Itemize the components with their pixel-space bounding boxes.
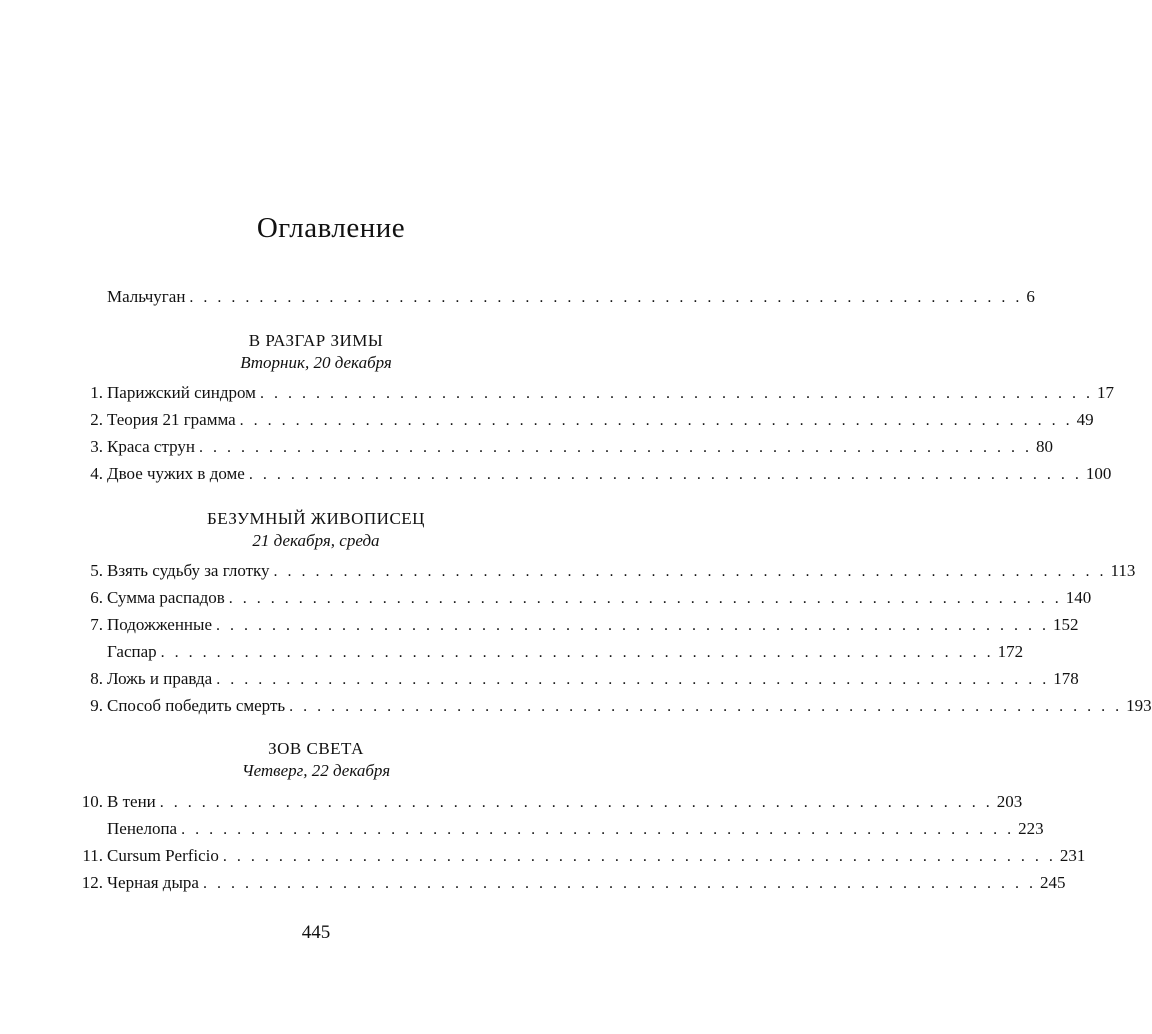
dot-leader: . . . . . . . . . . . . . . . . . . . . . . . . . . . . . . . . . . . . . . . . . . . . . . . . . . . . . . . . . . . . xyxy=(181,821,1015,838)
toc-entry[interactable] xyxy=(107,641,1024,663)
entry-number: 11. xyxy=(82,846,103,865)
dot-leader: . . . . . . . . . . . . . . . . . . . . . . . . . . . . . . . . . . . . . . . . . . . . . . . . . . . . . . . . . . . . xyxy=(259,385,1093,402)
entry-page: 49 xyxy=(1076,410,1094,429)
entry-page: 231 xyxy=(1059,846,1086,865)
toc-entry-prologue[interactable] xyxy=(107,286,1035,308)
toc-entry[interactable] xyxy=(90,614,1079,636)
dot-leader: . . . . . . . . . . . . . . . . . . . . . . . . . . . . . . . . . . . . . . . . . . . . . . . . . . . . . . . . . . . . xyxy=(202,875,1036,892)
entry-label: Теория 21 грамма xyxy=(107,410,236,429)
entry-label: Сумма распадов xyxy=(107,588,225,607)
dot-leader: . . . . . . . . . . . . . . . . . . . . . . . . . . . . . . . . . . . . . . . . . . . . . . . . . . . . . . . . . . . . xyxy=(248,466,1082,483)
entry-label: Черная дыра xyxy=(107,873,199,892)
dot-leader: . . . . . . . . . . . . . . . . . . . . . . . . . . . . . . . . . . . . . . . . . . . . . . . . . . . . . . . . . . . . xyxy=(199,439,1032,456)
toc-entry[interactable] xyxy=(82,845,1086,867)
entry-label: Ложь и правда xyxy=(107,669,213,688)
dot-leader: . . . . . . . . . . . . . . . . . . . . . . . . . . . . . . . . . . . . . . . . . . . . . . . . . . . . . . . . . . . . xyxy=(239,412,1073,429)
entry-label: Парижский синдром xyxy=(107,383,256,402)
entry-number: 5. xyxy=(90,561,103,580)
entry-label: Мальчуган xyxy=(107,287,186,306)
entry-number: 3. xyxy=(90,437,103,456)
entry-label: Пенелопа xyxy=(107,819,178,838)
entry-number: 2. xyxy=(90,410,103,429)
page-title: Оглавление xyxy=(256,212,406,244)
toc-entry[interactable] xyxy=(90,409,1094,431)
entry-number: 7. xyxy=(90,615,103,634)
entry-label: Взять судьбу за глотку xyxy=(107,561,270,580)
dot-leader: . . . . . . . . . . . . . . . . . . . . . . . . . . . . . . . . . . . . . . . . . . . . . . . . . . . . . . . . . . . . xyxy=(216,617,1049,634)
part-heading-2 xyxy=(0,508,632,552)
toc-entry[interactable] xyxy=(81,791,1023,813)
entry-label: Cursum Perficio xyxy=(107,846,219,865)
toc-entry[interactable] xyxy=(90,695,1152,717)
entry-label: В тени xyxy=(107,792,156,811)
dot-leader: . . . . . . . . . . . . . . . . . . . . . . . . . . . . . . . . . . . . . . . . . . . . . . . . . . . . . . . . . . . . xyxy=(216,671,1050,688)
part-name: ЗОВ СВЕТА xyxy=(268,739,364,758)
entry-number: 1. xyxy=(90,383,103,402)
entry-label: Двое чужих в доме xyxy=(107,464,245,483)
dot-leader: . . . . . . . . . . . . . . . . . . . . . . . . . . . . . . . . . . . . . . . . . . . . . . . . . . . . . . . . . . . . xyxy=(160,644,994,661)
entry-number: 6. xyxy=(90,588,103,607)
entry-page: 6 xyxy=(1026,287,1035,306)
part-date: Вторник, 20 декабря xyxy=(240,353,392,372)
toc-entry[interactable] xyxy=(90,587,1092,609)
dot-leader: . . . . . . . . . . . . . . . . . . . . . . . . . . . . . . . . . . . . . . . . . . . . . . . . . . . . . . . . . . . . xyxy=(222,848,1056,865)
dot-leader: . . . . . . . . . . . . . . . . . . . . . . . . . . . . . . . . . . . . . . . . . . . . . . . . . . . . . . . . . . . . xyxy=(273,563,1107,580)
entry-number: 10. xyxy=(81,792,103,811)
entry-page: 172 xyxy=(997,642,1024,661)
toc-entry[interactable] xyxy=(107,818,1044,840)
dot-leader: . . . . . . . . . . . . . . . . . . . . . . . . . . . . . . . . . . . . . . . . . . . . . . . . . . . . . . . . . . . . xyxy=(189,289,1023,306)
toc-entry[interactable] xyxy=(90,668,1079,690)
entry-number: 12. xyxy=(81,873,103,892)
toc-entry[interactable] xyxy=(90,560,1136,582)
part-date: 21 декабря, среда xyxy=(252,531,380,550)
entry-label: Гаспар xyxy=(107,642,157,661)
toc-entry[interactable] xyxy=(90,382,1114,404)
part-heading-1 xyxy=(0,330,632,374)
dot-leader: . . . . . . . . . . . . . . . . . . . . . . . . . . . . . . . . . . . . . . . . . . . . . . . . . . . . . . . . . . . . xyxy=(159,794,993,811)
part-name: В РАЗГАР ЗИМЫ xyxy=(248,331,384,350)
entry-page: 100 xyxy=(1085,464,1112,483)
part-name: БЕЗУМНЫЙ ЖИВОПИСЕЦ xyxy=(207,509,425,528)
toc-entry[interactable] xyxy=(81,872,1066,894)
entry-page: 140 xyxy=(1065,588,1092,607)
toc-entry[interactable] xyxy=(90,436,1053,458)
toc-entry[interactable] xyxy=(90,463,1112,485)
entry-number: 8. xyxy=(90,669,103,688)
entry-page: 245 xyxy=(1039,873,1066,892)
entry-label: Краса струн xyxy=(107,437,195,456)
entry-page: 152 xyxy=(1053,615,1079,634)
entry-page: 193 xyxy=(1126,696,1152,715)
page-number: 445 xyxy=(301,922,331,943)
entry-number: 4. xyxy=(90,464,103,483)
entry-page: 223 xyxy=(1018,819,1044,838)
dot-leader: . . . . . . . . . . . . . . . . . . . . . . . . . . . . . . . . . . . . . . . . . . . . . . . . . . . . . . . . . . . . xyxy=(289,698,1123,715)
entry-label: Способ победить смерть xyxy=(107,696,286,715)
entry-page: 203 xyxy=(996,792,1023,811)
entry-page: 17 xyxy=(1096,383,1114,402)
entry-label: Подожженные xyxy=(107,615,212,634)
entry-page: 80 xyxy=(1036,437,1053,456)
part-heading-3 xyxy=(0,738,632,782)
entry-page: 178 xyxy=(1053,669,1079,688)
entry-number: 9. xyxy=(90,696,103,715)
part-date: Четверг, 22 декабря xyxy=(241,761,391,780)
entry-page: 113 xyxy=(1110,561,1136,580)
dot-leader: . . . . . . . . . . . . . . . . . . . . . . . . . . . . . . . . . . . . . . . . . . . . . . . . . . . . . . . . . . . . xyxy=(228,590,1062,607)
